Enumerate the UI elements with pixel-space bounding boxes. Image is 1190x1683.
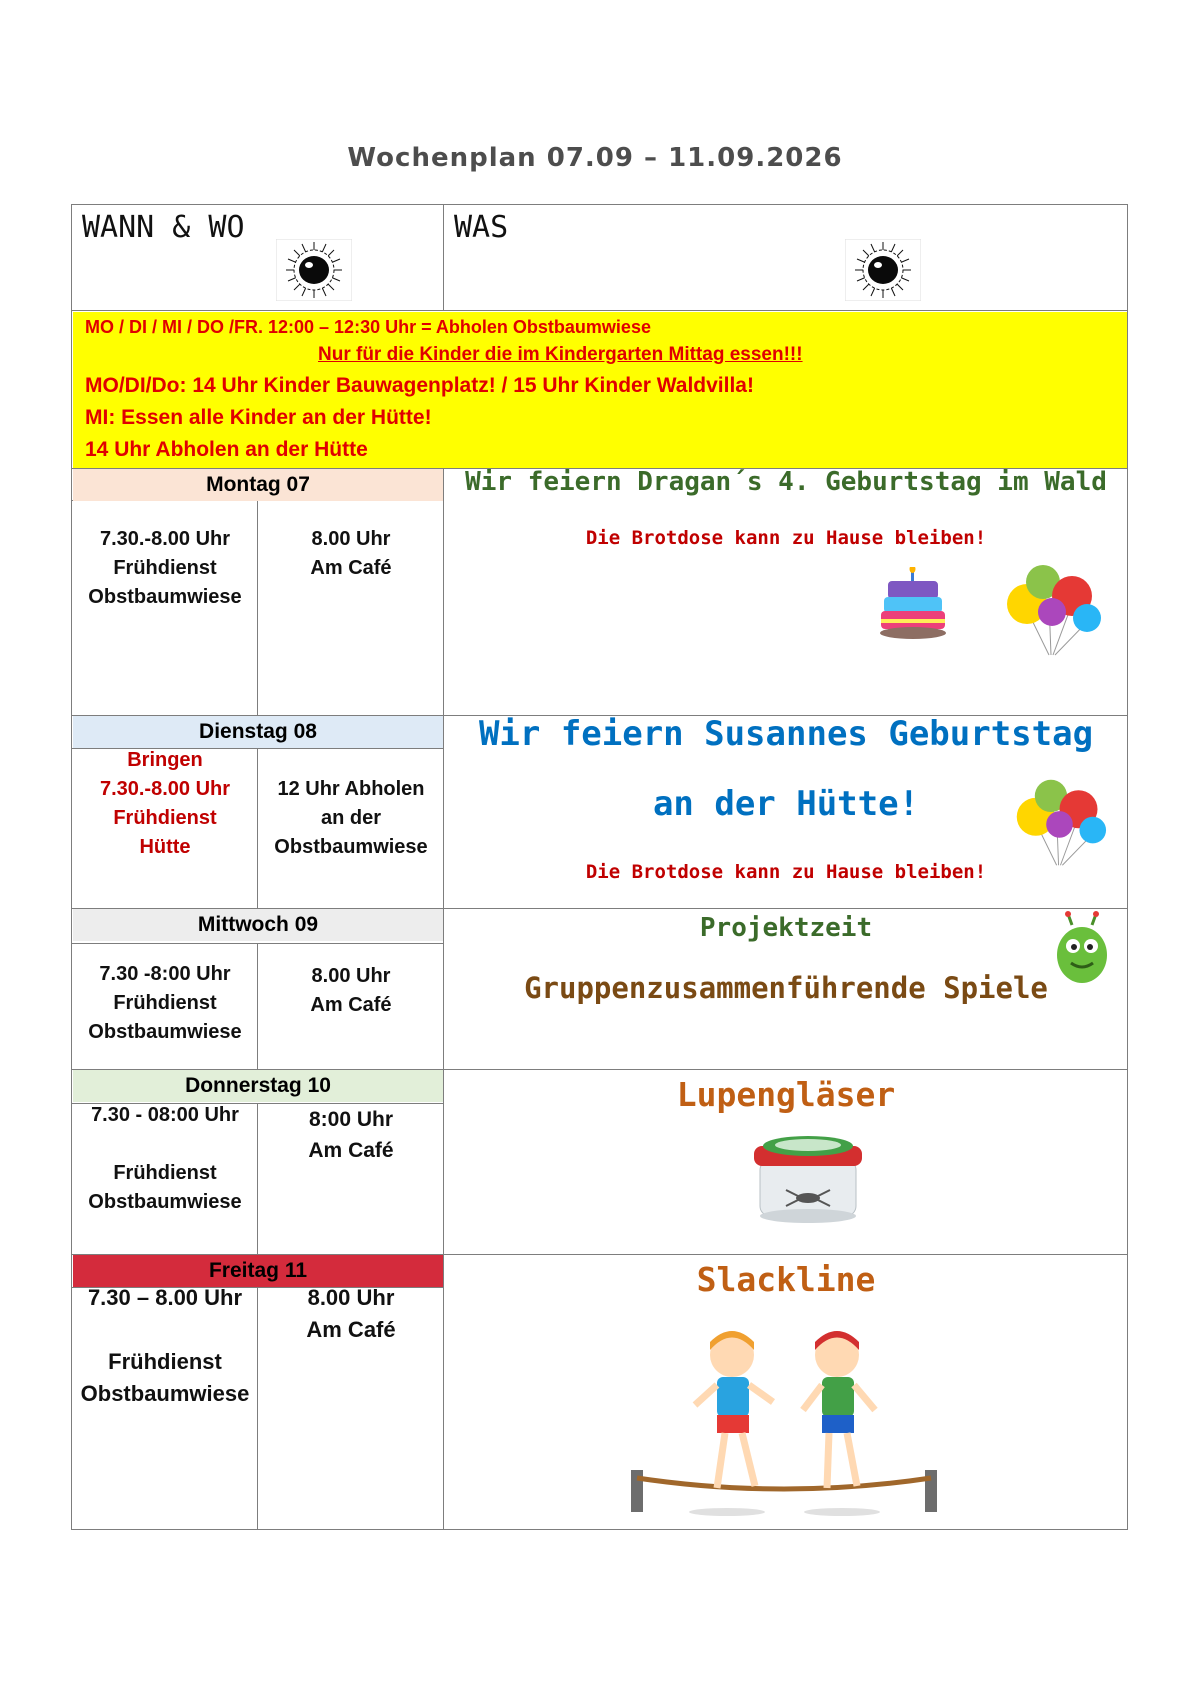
green-monster-icon <box>1052 911 1112 989</box>
balloons-icon <box>1007 775 1112 870</box>
time-text: 7.30 -8:00 Uhr <box>99 963 231 985</box>
day-header-friday: Freitag 11 <box>73 1255 443 1287</box>
location-text: Obstbaumwiese <box>88 586 242 608</box>
notice-line: Nur für die Kinder die im Kindergarten Mittag essen!!! <box>318 344 803 365</box>
location-text: Obstbaumwiese <box>80 1381 250 1406</box>
service-text: Frühdienst <box>113 807 217 829</box>
thursday-activity-title: Lupengläser <box>676 1075 896 1114</box>
spacer <box>73 1314 257 1346</box>
location-text: Am Café <box>308 1139 394 1162</box>
tuesday-pickup <box>259 775 443 862</box>
divider <box>257 943 258 1069</box>
tuesday-activity-subtitle: an der Hütte! <box>652 784 920 824</box>
notice-line: MO / DI / MI / DO /FR. 12:00 – 12:30 Uhr = Abholen Obstbaumwiese <box>85 317 651 337</box>
location-text: Obstbaumwiese <box>88 1191 242 1213</box>
service-text: Frühdienst <box>113 992 217 1014</box>
location-text: an der <box>320 807 382 829</box>
notice-line: 14 Uhr Abholen an der Hütte <box>85 438 368 461</box>
thursday-early-service <box>73 1101 257 1217</box>
page-title: Wochenplan 07.09 – 11.09.2026 <box>347 143 843 173</box>
time-text: 7.30.-8.00 Uhr <box>99 778 231 800</box>
monday-start <box>259 525 443 583</box>
divider <box>257 748 258 908</box>
birthday-cake-icon <box>878 567 948 642</box>
day-header-tuesday: Dienstag 08 <box>73 716 443 748</box>
wednesday-activity-title: Projektzeit <box>699 913 873 943</box>
friday-early-service <box>73 1282 257 1410</box>
friday-activity-title: Slackline <box>696 1260 876 1299</box>
monday-activity-title: Wir feiern Dragan´s 4. Geburtstag im Wald <box>465 467 1107 497</box>
location-text: Am Café <box>306 1317 396 1342</box>
location-text: Am Café <box>310 557 392 579</box>
time-text: 8.00 Uhr <box>311 528 391 550</box>
header-was: WAS <box>454 210 509 245</box>
wednesday-early-service <box>73 960 257 1047</box>
tuesday-activity-title: Wir feiern Susannes Geburtstag <box>478 714 1094 754</box>
wednesday-activity-subtitle: Gruppenzusammenführende Spiele <box>524 971 1048 1005</box>
location-text: Obstbaumwiese <box>88 1021 242 1043</box>
time-text: 7.30.-8.00 Uhr <box>99 528 231 550</box>
divider <box>257 1287 258 1530</box>
tuesday-activity-note: Die Brotdose kann zu Hause bleiben! <box>585 861 987 883</box>
header-wann-wo: WANN & WO <box>82 210 245 245</box>
kindergarten-logo-icon <box>276 239 352 301</box>
tuesday-drop-off <box>73 746 257 862</box>
monday-activity-note: Die Brotdose kann zu Hause bleiben! <box>585 527 987 549</box>
notice-line: MI: Essen alle Kinder an der Hütte! <box>85 406 432 429</box>
spacer <box>73 1130 257 1159</box>
monday-early-service <box>73 525 257 612</box>
time-text: 8:00 Uhr <box>308 1108 394 1131</box>
location-text: Am Café <box>310 994 392 1016</box>
service-text: Frühdienst <box>113 557 217 579</box>
divider <box>257 500 258 715</box>
thursday-start <box>259 1104 443 1166</box>
divider <box>72 310 1127 311</box>
time-text: 7.30 - 08:00 Uhr <box>91 1104 239 1126</box>
time-text: 7.30 – 8.00 Uhr <box>87 1285 243 1310</box>
wednesday-start <box>259 962 443 1020</box>
slackline-kids-icon <box>617 1320 957 1520</box>
pickup-notice <box>73 312 1127 468</box>
service-text: Frühdienst <box>108 1349 222 1374</box>
service-text: Frühdienst <box>113 1162 217 1184</box>
time-text: 12 Uhr Abholen <box>277 778 425 800</box>
time-text: 8.00 Uhr <box>307 1285 395 1310</box>
magnifier-jar-icon <box>748 1130 868 1225</box>
week-plan-table <box>71 204 1128 1530</box>
kindergarten-logo-icon <box>845 239 921 301</box>
location-text: Hütte <box>139 836 191 858</box>
day-header-thursday: Donnerstag 10 <box>73 1070 443 1102</box>
divider <box>443 468 444 1530</box>
time-text: 8.00 Uhr <box>311 965 391 987</box>
day-header-wednesday: Mittwoch 09 <box>73 909 443 941</box>
bring-text: Bringen <box>127 749 203 771</box>
day-header-monday: Montag 07 <box>73 469 443 501</box>
notice-line: MO/DI/Do: 14 Uhr Kinder Bauwagenplatz! / 15 Uhr Kinder Waldvilla! <box>85 374 754 397</box>
friday-start <box>259 1282 443 1346</box>
divider <box>443 205 444 310</box>
balloons-icon <box>997 560 1107 660</box>
divider <box>257 1103 258 1254</box>
location-text: Obstbaumwiese <box>274 836 428 858</box>
